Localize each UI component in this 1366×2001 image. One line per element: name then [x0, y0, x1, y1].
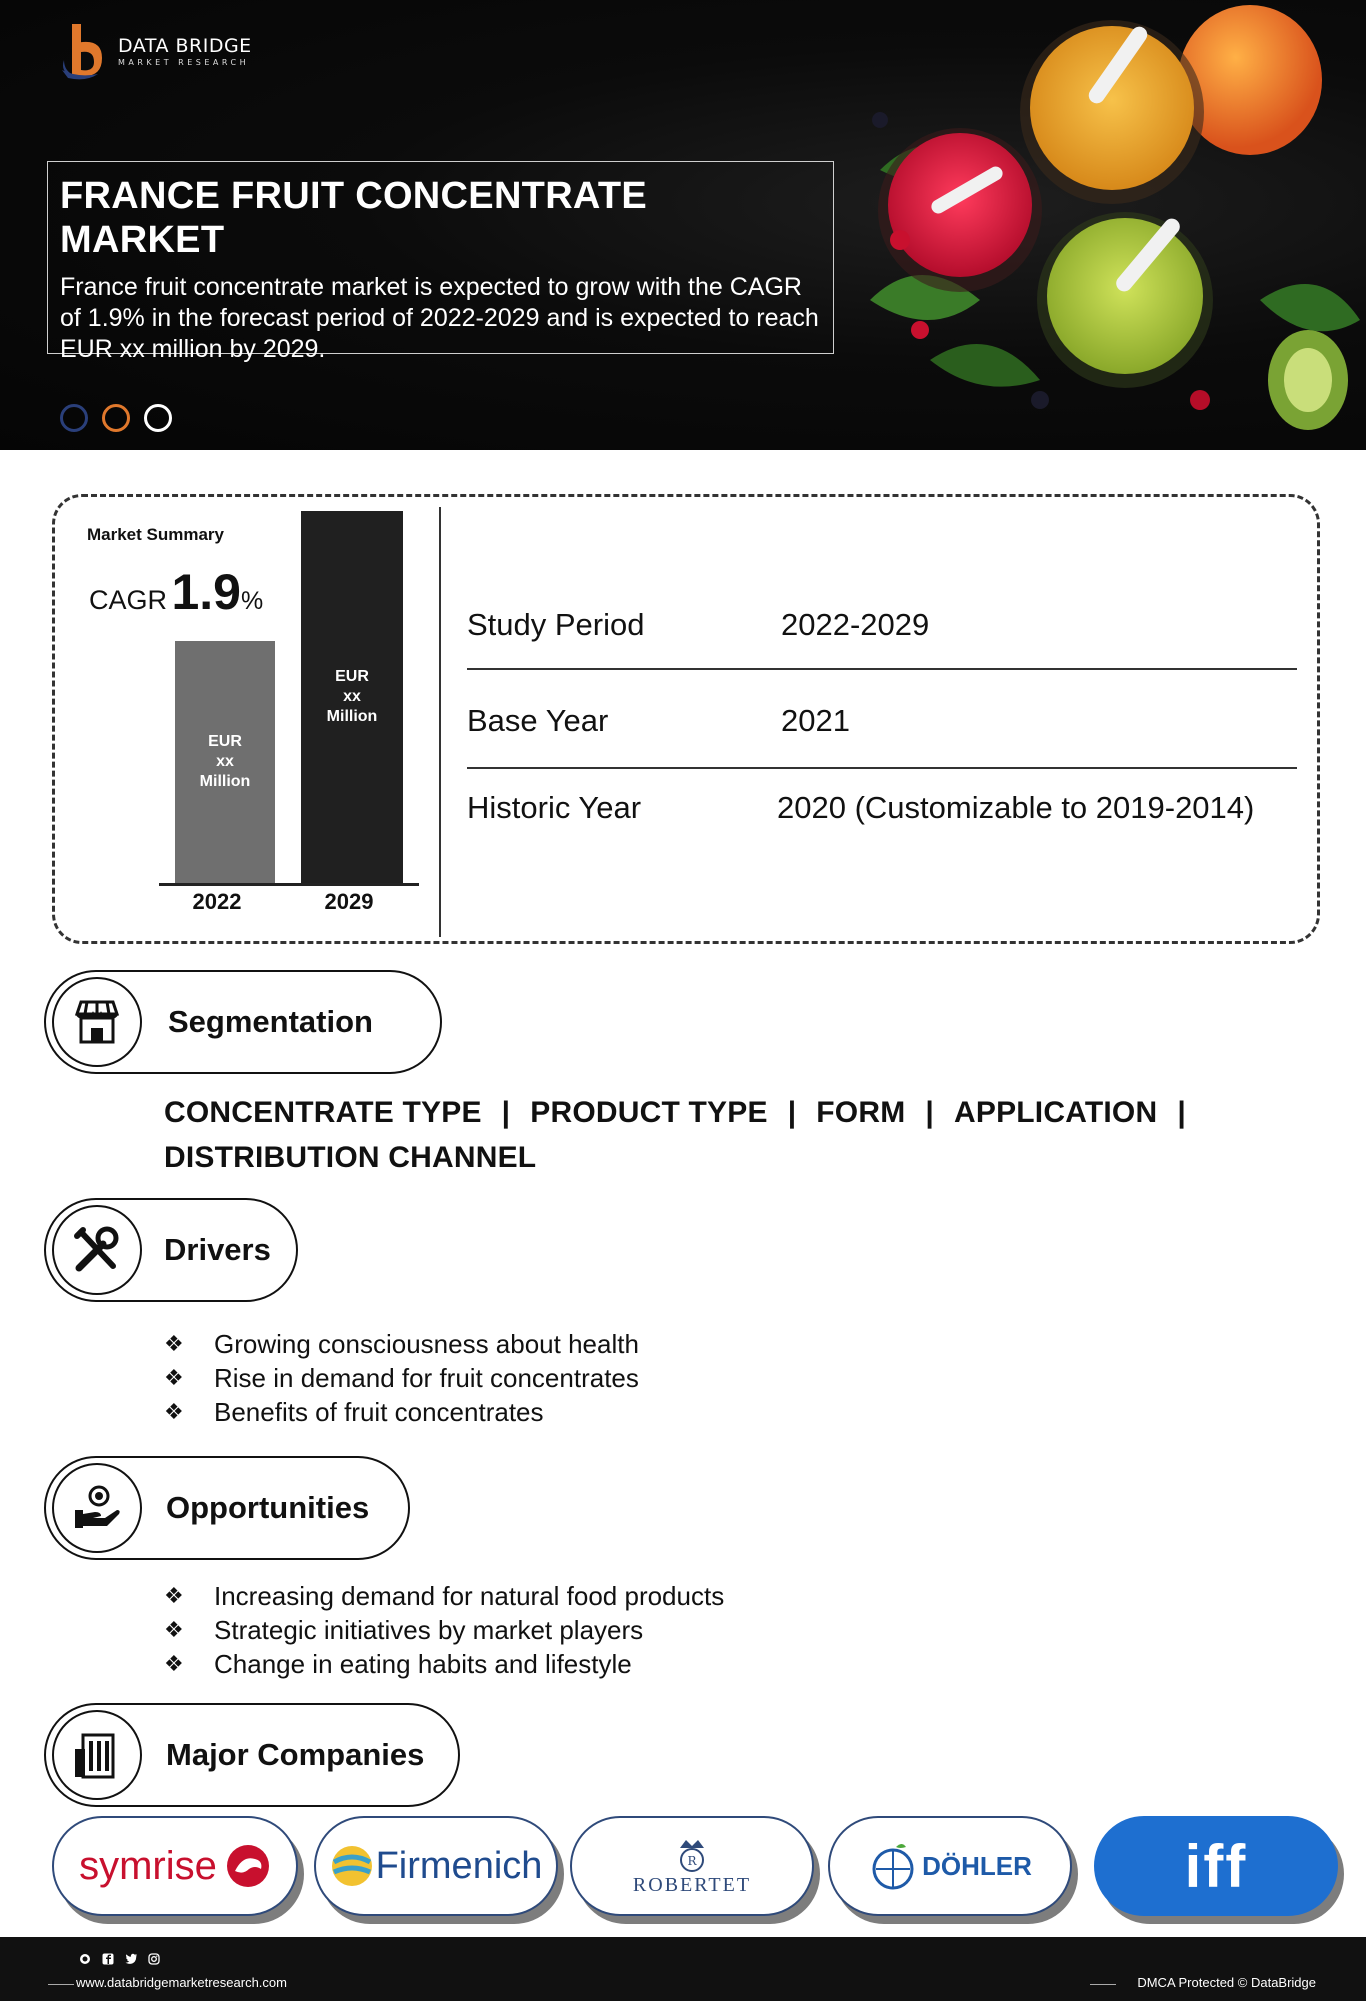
chart-bar-2022 [175, 641, 275, 883]
historic-year-value: 2020 (Customizable to 2019-2014) [777, 790, 1255, 825]
robertet-crest-icon [670, 1836, 714, 1874]
segmentation-title: Segmentation [168, 1004, 373, 1039]
storefront-icon [52, 977, 142, 1067]
carousel-dot-1[interactable] [60, 404, 88, 432]
carousel-dots [60, 404, 172, 432]
building-icon [52, 1710, 142, 1800]
summary-divider [439, 507, 441, 937]
list-item [164, 1579, 724, 1613]
svg-text:R: R [687, 1853, 697, 1868]
footer-website-link[interactable]: www.databridgemarketresearch.com [76, 1975, 287, 1990]
list-item [164, 1395, 639, 1429]
page-title: FRANCE FRUIT CONCENTRATE MARKET [60, 175, 648, 261]
cagr-unit: % [240, 587, 264, 615]
base-year-label: Base Year [467, 703, 609, 738]
bar-data-label: EUR [335, 668, 369, 685]
bullet-diamond-icon: ❖ [164, 1583, 184, 1608]
company-logos-row [52, 1816, 1342, 1920]
bar-data-label: xx [216, 753, 234, 770]
segment-item: PRODUCT TYPE [530, 1096, 768, 1129]
hero-title-box [47, 161, 834, 363]
segment-item: APPLICATION [954, 1096, 1158, 1129]
tools-icon [52, 1205, 142, 1295]
major-companies-title: Major Companies [166, 1737, 425, 1772]
segment-item: CONCENTRATE TYPE [164, 1096, 482, 1129]
segmentation-list [164, 1090, 1264, 1180]
list-item [164, 1327, 639, 1361]
page-footer [0, 1937, 1366, 2001]
firmenich-wordmark: Firmenich [375, 1844, 543, 1887]
brand-logo-icon [58, 22, 114, 80]
whatsapp-icon[interactable] [78, 1952, 92, 1966]
carousel-dot-2[interactable] [102, 404, 130, 432]
footer-rule [1090, 1984, 1116, 1985]
row-divider [467, 668, 1297, 670]
brand-name: DATA BRIDGE [118, 35, 252, 57]
row-divider [467, 767, 1297, 769]
social-links [78, 1952, 161, 1966]
page-subtitle: France fruit concentrate market is expected to grow with the CAGR of 1.9% in the forecast period of 2022-2029 and is expected to reach EUR xx million by 2029. [60, 273, 819, 363]
major-companies-header [44, 1703, 460, 1807]
company-logo-firmenich[interactable] [314, 1816, 558, 1916]
symrise-wordmark: symrise [79, 1843, 217, 1888]
market-summary-label: Market Summary [87, 525, 225, 544]
opportunity-text: Increasing demand for natural food products [214, 1581, 725, 1611]
bullet-diamond-icon: ❖ [164, 1365, 184, 1390]
study-period-value: 2022-2029 [781, 607, 930, 642]
list-item [164, 1647, 724, 1681]
segment-item: FORM [816, 1096, 906, 1129]
driver-text: Benefits of fruit concentrates [214, 1397, 544, 1427]
bullet-diamond-icon: ❖ [164, 1651, 184, 1676]
firmenich-globe-icon [330, 1844, 374, 1888]
opportunities-header [44, 1456, 410, 1560]
bar-data-label: EUR [208, 733, 242, 750]
segment-separator: | [925, 1096, 934, 1129]
fruit-jars-illustration [840, 0, 1366, 450]
bar-data-label: Million [199, 773, 251, 790]
drivers-title: Drivers [164, 1232, 271, 1267]
cagr-value: 1.9 [171, 564, 241, 620]
drivers-header [44, 1198, 298, 1302]
opportunity-text: Strategic initiatives by market players [214, 1615, 644, 1645]
base-year-value: 2021 [781, 703, 850, 738]
bullet-diamond-icon: ❖ [164, 1617, 184, 1642]
historic-year-label: Historic Year [467, 790, 642, 825]
company-logo-robertet[interactable] [570, 1816, 814, 1916]
company-logo-iff[interactable] [1094, 1816, 1338, 1916]
driver-text: Rise in demand for fruit concentrates [214, 1363, 639, 1393]
bar-data-label: Million [326, 708, 378, 725]
facebook-icon[interactable] [101, 1952, 115, 1966]
footer-rule [48, 1984, 74, 1985]
company-logo-dohler[interactable] [828, 1816, 1072, 1916]
x-tick-label: 2029 [324, 889, 374, 914]
market-summary-panel [52, 494, 1320, 944]
bullet-diamond-icon: ❖ [164, 1399, 184, 1424]
footer-dmca-notice: DMCA Protected © DataBridge [1137, 1975, 1316, 1990]
segment-item: DISTRIBUTION CHANNEL [164, 1141, 537, 1174]
instagram-icon[interactable] [147, 1952, 161, 1966]
drivers-list [164, 1327, 639, 1429]
opportunity-text: Change in eating habits and lifestyle [214, 1649, 632, 1679]
iff-wordmark: iff [1184, 1832, 1248, 1900]
segmentation-header [44, 970, 442, 1074]
cagr-label: CAGR [89, 585, 168, 615]
symrise-emblem-icon [225, 1843, 271, 1889]
hand-coin-icon [52, 1463, 142, 1553]
twitter-icon[interactable] [124, 1952, 138, 1966]
x-axis-line [159, 883, 419, 886]
robertet-wordmark: ROBERTET [632, 1873, 752, 1896]
opportunities-title: Opportunities [166, 1490, 370, 1525]
opportunities-list [164, 1579, 724, 1681]
company-logo-symrise[interactable] [52, 1816, 298, 1916]
list-item [164, 1361, 639, 1395]
segment-separator: | [787, 1096, 797, 1129]
market-size-chart [115, 517, 415, 927]
dohler-globe-icon [868, 1841, 918, 1891]
x-tick-label: 2022 [192, 889, 242, 914]
list-item [164, 1613, 724, 1647]
study-period-label: Study Period [467, 607, 645, 642]
chart-bar-2029 [301, 511, 403, 883]
bar-data-label: xx [343, 688, 361, 705]
segment-separator: | [1177, 1096, 1186, 1129]
hero-banner [0, 0, 1366, 450]
dohler-wordmark: DÖHLER [922, 1850, 1032, 1881]
segment-separator: | [501, 1096, 511, 1129]
bullet-diamond-icon: ❖ [164, 1331, 184, 1356]
brand-logo[interactable] [58, 22, 252, 80]
driver-text: Growing consciousness about health [214, 1329, 639, 1359]
carousel-dot-3[interactable] [144, 404, 172, 432]
brand-tagline: MARKET RESEARCH [118, 58, 250, 67]
